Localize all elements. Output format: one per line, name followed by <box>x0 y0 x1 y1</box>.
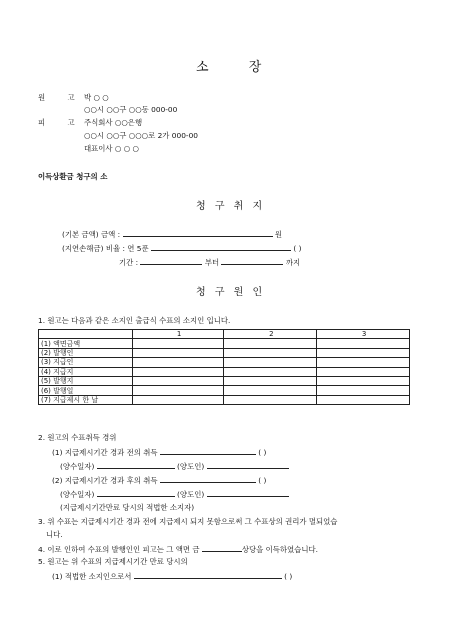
claim-interest-label: (지연손해금) 비율 : 연 5푼 <box>62 244 149 253</box>
acquisition-after-detail <box>60 488 289 500</box>
check-table-row <box>39 395 410 404</box>
acquisition-before-detail <box>60 460 289 472</box>
check-table-cell <box>224 386 317 395</box>
check-table-header-cell: 1 <box>132 330 224 339</box>
case-name: 이득상환금 청구의 소 <box>38 172 108 181</box>
check-table-cell <box>132 358 224 367</box>
acquisition-before-label: (1) 지급제시기간 경과 전의 취득 <box>52 448 158 457</box>
transferor-blank <box>207 460 289 469</box>
claim-interest-blank <box>151 242 291 251</box>
check-table-cell <box>317 376 410 385</box>
check-table <box>38 329 410 405</box>
claim-period-start-blank <box>140 256 202 265</box>
check-table-row <box>39 348 410 357</box>
check-table-header-cell <box>39 330 133 339</box>
transferor-blank <box>207 488 289 497</box>
check-table-cell <box>224 376 317 385</box>
acquisition-before-paren: ( ) <box>258 448 267 457</box>
check-table-cell <box>317 395 410 404</box>
check-table-cell <box>317 348 410 357</box>
check-table-cell <box>132 386 224 395</box>
check-table-cell <box>132 376 224 385</box>
grounds-paragraph-5: 5. 원고는 위 수표의 지급제시기간 만료 당시의 <box>38 557 188 566</box>
plaintiff-label: 원 고 <box>38 93 85 102</box>
claim-row-interest <box>62 242 301 254</box>
claim-row-amount <box>62 228 282 240</box>
claim-period-label: 기간 : <box>119 258 139 267</box>
claim-interest-paren: ( ) <box>293 244 302 253</box>
claim-amount-label: (기본 금액) 금액 : <box>62 230 121 239</box>
lawful-holder-blank <box>134 570 282 579</box>
check-table-row <box>39 376 410 385</box>
grounds-paragraph-3: 3. 위 수표는 지급제시기간 경과 전에 지급제시 되지 못함으로써 그 수표상의 권리가 멸되었습 <box>38 517 338 526</box>
claim-row-period <box>119 256 300 268</box>
acquisition-before-row <box>52 446 266 458</box>
check-table-row <box>39 386 410 395</box>
transfer-date-label: (양수일자) <box>60 462 95 471</box>
lawful-holder-label: (1) 적법한 소지인으로서 <box>52 572 132 581</box>
transferor-label: (양도인) <box>177 462 205 471</box>
acquisition-after-row <box>52 474 266 486</box>
grounds-paragraph-1: 1. 원고는 다음과 같은 소지인 출급식 수표의 소지인 입니다. <box>38 316 231 325</box>
check-table-cell <box>224 339 317 348</box>
check-table-cell <box>132 339 224 348</box>
acquisition-after-label: (2) 지급제시기간 경과 후의 취득 <box>52 476 158 485</box>
grounds-paragraph-3-cont: 니다. <box>46 530 63 539</box>
grounds-heading: 청 구 원 인 <box>196 287 266 298</box>
claim-period-end-blank <box>221 256 283 265</box>
check-table-cell <box>317 386 410 395</box>
transfer-date-label: (양수일자) <box>60 490 95 499</box>
check-table-cell <box>132 348 224 357</box>
check-table-row-label: (4) 지급지 <box>39 367 133 376</box>
check-table-cell <box>132 395 224 404</box>
defendant-name: 주식회사 ○○은행 <box>84 118 143 127</box>
lawful-holder-note: (지급제시기간만료 당시의 적법한 소지자) <box>60 503 195 512</box>
check-table-row <box>39 358 410 367</box>
transferor-label: (양도인) <box>177 490 205 499</box>
acquisition-after-paren: ( ) <box>258 476 267 485</box>
defendant-label: 피 고 <box>38 118 85 127</box>
transfer-date-blank <box>97 460 175 469</box>
check-table-cell <box>132 367 224 376</box>
lawful-holder-row <box>52 570 292 582</box>
acquisition-before-blank <box>160 446 256 455</box>
defendant-representative: 대표이사 ○ ○ ○ <box>84 144 139 153</box>
claim-heading: 청 구 취 지 <box>196 201 266 212</box>
lawful-holder-paren: ( ) <box>284 572 293 581</box>
plaintiff-name: 박 ○ ○ <box>84 93 109 102</box>
check-table-cell <box>317 339 410 348</box>
claim-amount-blank <box>123 228 273 237</box>
claim-period-from: 부터 <box>204 258 220 267</box>
plaintiff-address: ○○시 ○○구 ○○동 000-00 <box>84 105 178 114</box>
check-table-row-label: (7) 지급제시 한 날 <box>39 395 133 404</box>
claim-amount-unit: 원 <box>274 230 283 239</box>
paragraph-4-blank <box>202 543 242 552</box>
paragraph-4-text-end: 상당을 이득하였습니다. <box>241 545 318 554</box>
paragraph-4-text: 4. 이로 인하여 수표의 발행인인 피고는 그 액면 금 <box>38 545 200 554</box>
grounds-paragraph-4 <box>38 543 318 555</box>
check-table-header-cell: 2 <box>224 330 317 339</box>
grounds-paragraph-2: 2. 원고의 수표취득 경위 <box>38 433 117 442</box>
defendant-address: ○○시 ○○구 ○○○로 2가 000-00 <box>84 131 198 140</box>
check-table-cell <box>317 358 410 367</box>
check-table-cell <box>224 358 317 367</box>
check-table-row <box>39 339 410 348</box>
check-table-cell <box>224 348 317 357</box>
check-table-cell <box>317 367 410 376</box>
check-table-header-cell: 3 <box>317 330 410 339</box>
check-table-cell <box>224 395 317 404</box>
check-table-row-label: (2) 발행인 <box>39 348 133 357</box>
check-table-row <box>39 367 410 376</box>
check-table-header <box>39 330 410 339</box>
check-table-row-label: (3) 지급인 <box>39 358 133 367</box>
document-title: 소 장 <box>196 60 280 75</box>
check-table-row-label: (5) 발행지 <box>39 376 133 385</box>
acquisition-after-blank <box>160 474 256 483</box>
check-table-cell <box>224 367 317 376</box>
check-table-row-label: (6) 발행일 <box>39 386 133 395</box>
transfer-date-blank <box>97 488 175 497</box>
claim-period-until: 까지 <box>285 258 301 267</box>
check-table-row-label: (1) 액면금액 <box>39 339 133 348</box>
